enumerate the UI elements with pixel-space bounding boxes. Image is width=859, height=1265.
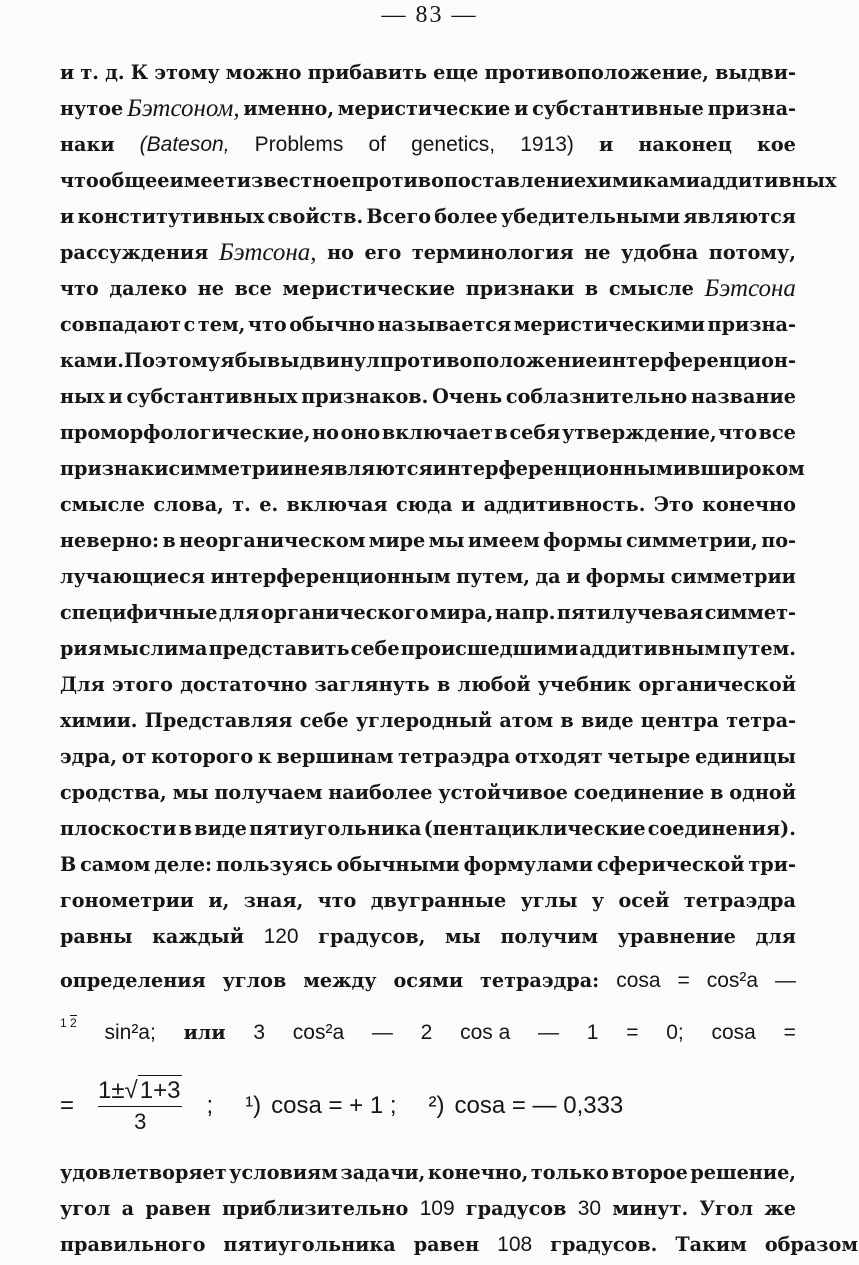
word: химии.	[60, 709, 138, 732]
word: равен	[145, 1197, 211, 1220]
word: напр.	[494, 601, 556, 624]
word: название	[690, 385, 796, 408]
word: градусов.	[550, 1233, 658, 1256]
word: 120	[263, 925, 299, 948]
word: обычно	[289, 313, 375, 336]
word: конечно	[702, 493, 796, 516]
word: или	[183, 1021, 226, 1044]
word: Это	[653, 493, 694, 516]
word: нутое	[60, 97, 124, 120]
word: sin²a;	[104, 1021, 156, 1044]
paragraph-main	[60, 55, 837, 955]
word: пятилучевая	[556, 601, 704, 624]
text-line	[60, 775, 796, 811]
word: смысле	[608, 277, 694, 300]
word: путем.	[722, 637, 796, 660]
word: терминология	[411, 241, 574, 264]
text-line	[60, 595, 796, 631]
word: единицы	[695, 745, 796, 768]
word: называется	[377, 313, 512, 336]
text-line	[60, 1015, 796, 1051]
text-line	[60, 127, 796, 163]
word: равен	[413, 1233, 480, 1256]
word: не	[293, 457, 321, 480]
word: —	[774, 969, 796, 992]
word: не	[584, 241, 611, 264]
word: равны	[60, 925, 133, 948]
text-line	[60, 451, 805, 487]
word: субстантивных	[126, 385, 298, 408]
word: в	[178, 817, 193, 840]
word: вершинам	[276, 745, 394, 768]
text-line	[60, 703, 796, 739]
word: широком	[700, 457, 805, 480]
radicand: 1+3	[139, 1077, 181, 1104]
word: пользуясь	[215, 853, 333, 876]
word: тетраэдра:	[480, 969, 600, 992]
root-1-marker: ¹)	[245, 1092, 262, 1119]
word: тетраэдра	[398, 745, 511, 768]
word: симметрии	[168, 457, 294, 480]
word: прибавить	[307, 61, 428, 84]
word: 0;	[666, 1021, 684, 1044]
word: genetics,	[411, 133, 496, 156]
word: признаки	[465, 277, 575, 300]
word: признаков.	[301, 385, 429, 408]
word: слова,	[153, 493, 224, 516]
word: и	[566, 565, 581, 588]
word: получим	[500, 925, 599, 948]
word: of	[368, 133, 386, 156]
text-line	[60, 199, 796, 235]
word: еще	[433, 61, 479, 84]
word: себе	[299, 709, 349, 732]
word: себя	[509, 421, 561, 444]
equation-separator: ;	[206, 1092, 214, 1119]
word: органической	[638, 673, 796, 696]
word: Таким	[675, 1233, 747, 1256]
word: соединение	[573, 781, 705, 804]
word: виде	[194, 817, 247, 840]
word: каждый	[152, 925, 244, 948]
word: выдви-	[715, 61, 796, 84]
word: определения	[60, 969, 206, 992]
word: бы	[234, 349, 267, 372]
word: далеко	[109, 277, 188, 300]
word: (Bateson,	[139, 133, 230, 156]
word: симметрии	[670, 565, 796, 588]
word: интерференционными	[432, 457, 688, 480]
word: меристические	[337, 97, 511, 120]
word: имеет	[169, 169, 237, 192]
word: cosa	[711, 1021, 756, 1044]
equation-display	[60, 1066, 796, 1146]
word: у	[591, 889, 605, 912]
word: оно	[340, 421, 381, 444]
word: имеем	[467, 529, 540, 552]
word: этого	[111, 673, 173, 696]
word: мира,	[430, 601, 494, 624]
word: в	[437, 673, 451, 696]
word: убедительными	[500, 205, 681, 228]
word: осей	[618, 889, 670, 912]
word: сферической	[596, 853, 745, 876]
word: =	[783, 1021, 796, 1044]
word: конечно,	[427, 1161, 529, 1184]
word: градусов	[465, 1197, 567, 1220]
word: мы	[172, 781, 209, 804]
word: соблазнительно	[505, 385, 688, 408]
word: но	[327, 241, 354, 264]
text-line	[60, 559, 796, 595]
word: меристические	[282, 277, 456, 300]
text-line	[60, 919, 796, 955]
text-line	[60, 847, 796, 883]
word: в	[584, 277, 599, 300]
word: cosa	[616, 969, 661, 992]
word: В	[60, 853, 77, 876]
word: его	[364, 241, 402, 264]
word: мы	[428, 529, 465, 552]
word: и,	[208, 889, 230, 912]
word: потому,	[708, 241, 796, 264]
word: субстантивные	[532, 97, 704, 120]
word: происшедшими	[400, 637, 579, 660]
word: в	[710, 781, 724, 804]
word: =	[626, 1021, 639, 1044]
word: Бэтсоном,	[126, 95, 240, 122]
word: соединения).	[647, 817, 796, 840]
word: одной	[729, 781, 796, 804]
word: формы	[543, 529, 623, 552]
paragraph-conclusion	[60, 1155, 858, 1263]
word: общее	[98, 169, 170, 192]
word: химиками	[586, 169, 701, 192]
word: cos²a	[706, 969, 759, 992]
word: центра	[640, 709, 719, 732]
word: от	[121, 745, 147, 768]
word: симмет-	[704, 601, 796, 624]
word: отходят	[514, 745, 603, 768]
word: являются	[320, 457, 433, 480]
word: плоскости	[60, 817, 177, 840]
word: не	[197, 277, 224, 300]
word: для	[218, 601, 260, 624]
word: мыслима	[102, 637, 208, 660]
word: противопоставление	[351, 169, 587, 192]
word: утверждение,	[561, 421, 717, 444]
word: противоположение,	[484, 61, 709, 84]
word: —	[371, 1021, 393, 1044]
word: тетраэдра	[683, 889, 796, 912]
word: с	[183, 313, 196, 336]
word: правильного	[60, 1233, 206, 1256]
word: путем,	[456, 565, 530, 588]
word: и	[460, 493, 476, 516]
root-2-marker: ²)	[428, 1092, 445, 1119]
word: т.	[232, 493, 251, 516]
root-fraction	[98, 1075, 182, 1137]
word: эдра,	[60, 745, 118, 768]
word: виде	[580, 709, 634, 732]
word: включая	[286, 493, 388, 516]
word: совпадают	[60, 313, 182, 336]
word: в	[494, 421, 508, 444]
word: двугранные	[370, 889, 507, 912]
word: и	[599, 133, 614, 156]
word: (пентациклические	[423, 817, 646, 840]
word: я	[220, 349, 235, 372]
word: Problems	[254, 133, 344, 156]
word: 109	[419, 1197, 455, 1220]
word: К	[130, 61, 149, 84]
text-line	[60, 55, 796, 91]
text-line	[60, 963, 796, 999]
word: аддитивных	[700, 169, 837, 192]
word: в	[560, 709, 574, 732]
word: ных	[60, 385, 105, 408]
word: 30	[577, 1197, 602, 1220]
word: именно,	[243, 97, 335, 120]
word: самом	[80, 853, 151, 876]
word: Бэтсона,	[218, 239, 317, 266]
word: интерференционным	[210, 565, 451, 588]
word: 1913)	[520, 133, 574, 156]
word: аддитивность.	[483, 493, 646, 516]
text-line	[60, 163, 837, 199]
text-line	[60, 91, 796, 127]
word: между	[303, 969, 377, 992]
word: —	[538, 1021, 560, 1044]
text-line	[60, 1155, 796, 1191]
text-line	[60, 1227, 858, 1263]
word: мире	[368, 529, 426, 552]
word: симметрии,	[625, 529, 758, 552]
word: и	[108, 385, 123, 408]
word: получаем	[214, 781, 323, 804]
word: же	[764, 1197, 796, 1220]
word: рия	[60, 637, 102, 660]
word: только	[530, 1161, 609, 1184]
word: мы	[444, 925, 481, 948]
word: ками.	[60, 349, 124, 372]
text-line	[60, 739, 796, 775]
word: cos a	[460, 1021, 511, 1044]
word: учебник	[537, 673, 632, 696]
word: Угол	[699, 1197, 754, 1220]
word: д.	[105, 61, 125, 84]
formula-line-1	[60, 963, 796, 999]
word: удобна	[621, 241, 699, 264]
word: удовлетворяет	[60, 1161, 227, 1184]
word: что	[247, 313, 287, 336]
word: но	[312, 421, 339, 444]
word: свойств.	[267, 205, 364, 228]
word: Представляя	[144, 709, 293, 732]
word: приблизительно	[222, 1197, 409, 1220]
word: наки	[60, 133, 115, 156]
word: и	[514, 97, 529, 120]
word: cos²a	[292, 1021, 345, 1044]
word: лучающиеся	[60, 565, 206, 588]
word: образом	[764, 1233, 858, 1256]
formula-line-2	[60, 1015, 796, 1051]
text-line	[60, 883, 796, 919]
root-1-value: cosa = + 1 ;	[271, 1092, 397, 1119]
fraction-denominator: 3	[98, 1106, 182, 1137]
word: все	[758, 421, 796, 444]
word: наиболее	[328, 781, 433, 804]
word: в	[687, 457, 701, 480]
word: тетра-	[726, 709, 796, 732]
word: что	[718, 421, 758, 444]
word: признаки	[60, 457, 169, 480]
word: неорганическом	[179, 529, 366, 552]
word: Для	[60, 673, 105, 696]
word: себе	[350, 637, 400, 660]
word: три-	[748, 853, 796, 876]
word: известное	[236, 169, 352, 192]
word: формулами	[463, 853, 593, 876]
word: Очень	[432, 385, 503, 408]
word: что	[60, 169, 99, 192]
word: и	[60, 61, 75, 84]
word: призна-	[707, 97, 796, 120]
word: углов	[222, 969, 287, 992]
word: что	[317, 889, 357, 912]
word: по-	[761, 529, 796, 552]
word: формы	[585, 565, 666, 588]
fraction-one-half: 1 2	[60, 1016, 77, 1030]
word: задачи,	[340, 1161, 426, 1184]
word: решение,	[690, 1161, 796, 1184]
word: а	[121, 1197, 135, 1220]
word: органического	[260, 601, 429, 624]
word: устойчивое	[438, 781, 568, 804]
word: обычными	[336, 853, 460, 876]
word: которого	[151, 745, 254, 768]
word: кое	[757, 133, 796, 156]
word: четыре	[607, 745, 691, 768]
word: пятиугольника	[249, 817, 422, 840]
word: да	[535, 565, 561, 588]
text-line	[60, 667, 796, 703]
radical-sign: √	[124, 1077, 138, 1104]
word: условиям	[229, 1161, 338, 1184]
word: Поэтому	[124, 349, 221, 372]
word: аддитивным	[579, 637, 722, 660]
word: градусов,	[318, 925, 426, 948]
word: е.	[259, 493, 279, 516]
text-line	[60, 415, 796, 451]
word: угол	[60, 1197, 111, 1220]
word: 108	[497, 1233, 533, 1256]
word: все	[234, 277, 272, 300]
word: =	[677, 969, 690, 992]
word: сюда	[395, 493, 453, 516]
word: углы	[520, 889, 578, 912]
word: 2	[420, 1021, 433, 1044]
word: т.	[80, 61, 99, 84]
text-line	[60, 307, 796, 343]
word: представить	[208, 637, 350, 660]
word: наконец	[638, 133, 732, 156]
word: осями	[393, 969, 464, 992]
word: интерференцион-	[597, 349, 796, 372]
word: достаточно	[180, 673, 308, 696]
text-line	[60, 811, 796, 847]
word: проморфологические,	[60, 421, 311, 444]
text-line	[60, 343, 796, 379]
word: минут.	[612, 1197, 689, 1220]
word: 1	[586, 1021, 599, 1044]
word: меристическими	[513, 313, 705, 336]
word: Бэтсона	[704, 275, 796, 302]
word: углеродный	[355, 709, 493, 732]
word: Всего	[366, 205, 432, 228]
text-line	[60, 631, 796, 667]
word: гонометрии	[60, 889, 195, 912]
word: выдвинул	[266, 349, 380, 372]
word: можно	[225, 61, 302, 84]
text-line	[60, 271, 796, 307]
word: включает	[381, 421, 493, 444]
text-line	[60, 379, 796, 415]
word: специфичные	[60, 601, 218, 624]
word: зная,	[243, 889, 304, 912]
page-number: — 83 —	[381, 2, 478, 28]
word: этому	[154, 61, 220, 84]
word: более	[434, 205, 498, 228]
word: неверно:	[60, 529, 160, 552]
word: сродства,	[60, 781, 167, 804]
word: второе	[611, 1161, 688, 1184]
word: тем,	[197, 313, 246, 336]
text-line	[60, 487, 796, 523]
word: атом	[499, 709, 554, 732]
word: призна-	[707, 313, 796, 336]
word: что	[60, 277, 99, 300]
word: деле:	[154, 853, 213, 876]
word: для	[755, 925, 796, 948]
word: 3	[253, 1021, 266, 1044]
text-line	[60, 523, 796, 559]
word: являются	[683, 205, 796, 228]
word: пятиугольника	[223, 1233, 396, 1256]
word: противоположение	[379, 349, 598, 372]
fraction-numerator-left: 1±	[98, 1077, 125, 1104]
word: любой	[457, 673, 531, 696]
word: к	[257, 745, 272, 768]
equation-lead: =	[60, 1092, 75, 1119]
word: и	[60, 205, 75, 228]
word: уравнение	[617, 925, 736, 948]
text-line	[60, 1191, 796, 1227]
word: конститутивных	[77, 205, 265, 228]
text-line	[60, 235, 796, 271]
word: рассуждения	[60, 241, 209, 264]
word: в	[162, 529, 176, 552]
word: смысле	[60, 493, 146, 516]
word: заглянуть	[314, 673, 430, 696]
root-2-value: cosa = — 0,333	[454, 1092, 624, 1119]
